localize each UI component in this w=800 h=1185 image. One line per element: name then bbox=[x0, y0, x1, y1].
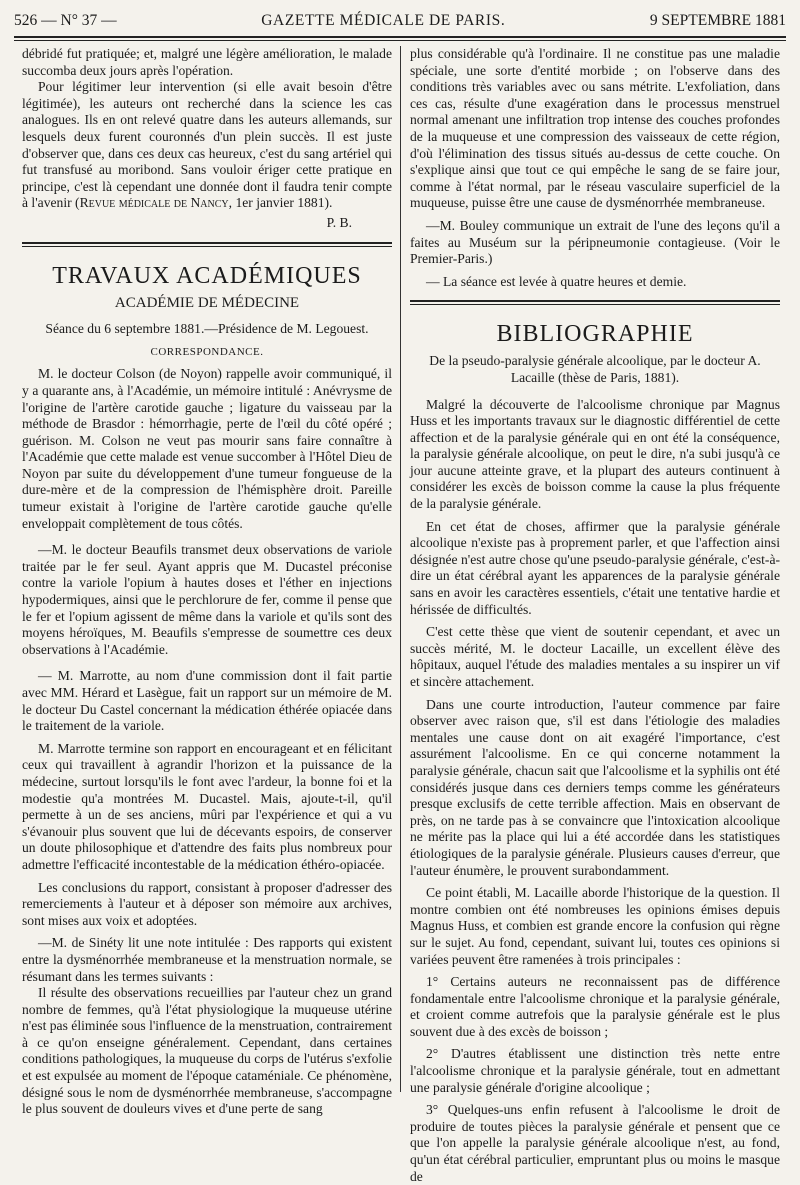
section-title: TRAVAUX ACADÉMIQUES bbox=[52, 262, 362, 289]
author-signature: P. B. bbox=[326, 214, 352, 230]
section-rule bbox=[22, 242, 392, 244]
paragraph: 3° Quelques-uns enfin refusent à l'alcoolisme le droit de produire de toutes pièces la paralysie générale et pensent que ce que l'on appelle la paralysie générale alcoolique n'est, au fond, qu'un état cérébral particulier, empruntant plus ou moins le masque de bbox=[410, 1102, 780, 1184]
paragraph: —M. de Sinéty lit une note intitulée : Des rapports qui existent entre la dysménorrhée membraneuse et la menstruation normale, se résumant dans les termes suivants : bbox=[22, 935, 392, 984]
section-rule-thin bbox=[22, 246, 392, 247]
paragraph: Les conclusions du rapport, consistant à proposer d'adresser des remerciements à l'auteur et à déposer son mémoire aux archives, sont mises aux voix et adoptées. bbox=[22, 879, 392, 928]
header-rule bbox=[14, 36, 786, 38]
paragraph: M. le docteur Colson (de Noyon) rappelle avoir communiqué, il y a quarante ans, à l'Académie, un mémoire intitulé : Anévrysme de l'origine de l'artère carotide gauche ; ligature du vaisseau par la méthode de Brasdor : hémorrhagie, perte de l'œil du côté opéré ; guérison. M. Colson ne veut pas mourir sans faire connaître à l'Académie que cette malade est venue succomber à l'Hôtel Dieu de Noyon par suite du développement d'une tumeur fongueuse de la dure-mère et de la compression de l'hémisphère droit. Pareille tumeur existait à l'origine de l'artère carotide gauche qu'elle enveloppait complètement de tous côtés. bbox=[22, 366, 392, 531]
paragraph: En cet état de choses, affirmer que la paralysie générale alcoolique n'existe pas à proprement parler, et que l'affection ainsi désignée n'est autre chose qu'une pseudo-paralysie générale, c'est-à-dire un état cérébral ayant les apparences de la paralysie générale sans en avoir les caractères essentiels, c'était une tentative hardie et hérissée de difficultés. bbox=[410, 518, 780, 617]
paragraph: 1° Certains auteurs ne reconnaissent pas de différence fondamentale entre l'alcoolisme chronique et la paralysie générale, et croient comme autrefois que la paralysie générale est le plus souvent due à des excès de boisson ; bbox=[410, 974, 780, 1039]
paragraph: plus considérable qu'à l'ordinaire. Il ne constitue pas une maladie spéciale, une sorte d'entité morbide ; on l'observe dans des conditions très variables avec ou sans métrite. L'exfoliation, dans ces cas, résulte d'une exagération dans le processus menstruel normal amenant une infiltration trop intense des couches profondes de la muqueuse et une compression des vaisseaux de cette région, d'où l'élimination des tissus situés au-dessus de cette couche. On s'explique ainsi que tout ce qui empêche le sang de se faire jour, comme à l'état normal, par le réseau vasculaire superficiel de la muqueuse, puisse être une cause de dysménorrhée membraneuse. bbox=[410, 46, 780, 211]
paragraph: Dans une courte introduction, l'auteur commence par faire observer avec raison que, s'il est dans l'étiologie des maladies mentales une cause dont on ait exagéré l'importance, c'est assurément l'alcoolisme. En ce qui concerne notamment la paralysie générale, chacun sait que l'alcoolisme et la syphilis ont été considérés jusque dans ces derniers temps comme les générateurs presque exclusifs de cette terrible affection. Mais en observant de près, on ne tarde pas à se convaincre que l'intoxication alcoolique ne mérite pas la place qui lui a été accordée dans les statistiques étiologiques de la paralysie générale. Plusieurs causes d'erreur, que l'auteur énumère, le prouvent surabondamment. bbox=[410, 696, 780, 878]
paragraph: — La séance est levée à quatre heures et demie. bbox=[426, 273, 687, 289]
correspondance-heading: CORRESPONDANCE. bbox=[150, 345, 264, 358]
right-column bbox=[410, 46, 780, 1185]
header-rule-thin bbox=[14, 40, 786, 41]
left-column bbox=[22, 46, 392, 1118]
paragraph: Ce point établi, M. Lacaille aborde l'historique de la question. Il montre combien ont été nombreuses les opinions émises depuis Magnus Huss, et combien est grande encore la confusion qui règne sur le sujet. Au fond, cependant, suivant lui, toutes ces opinions si variées peuvent être ramenées à trois principales : bbox=[410, 885, 780, 967]
paragraph: 2° D'autres établissent une distinction très nette entre l'alcoolisme chronique et la paralysie générale, tout en admettant une paralysie générale d'origine alcoolique ; bbox=[410, 1046, 780, 1095]
section-rule-thin bbox=[410, 304, 780, 305]
section-rule bbox=[410, 300, 780, 302]
paragraph: Il résulte des observations recueillies par l'auteur chez un grand nombre de femmes, qu'à l'état physiologique la muqueuse utérine n'est pas éliminée sous l'influence de la menstruation, contrairement à ce qu'on enseigne généralement. Cependant, dans certaines conditions pathologiques, la muqueuse du corps de l'utérus s'exfolie et est expulsée au moment de l'époque cataméniale. Ce phénomène, désigné sous le nom de dysménorrhée membraneuse, s'accompagne le plus souvent de douleurs vives et d'une perte de sang bbox=[22, 985, 392, 1117]
paragraph: Malgré la découverte de l'alcoolisme chronique par Magnus Huss et les importants travaux sur le diagnostic différentiel de cette affection et de la paralysie générale qui en ont été la conséquence, la paralysie générale alcoolique, on peut le dire, n'a subi jusqu'à ce jour aucune atteinte grave, et la plupart des auteurs continuent à considérer les excès de boisson comme la cause la plus fréquente de la paralysie générale. bbox=[410, 396, 780, 512]
paragraph: débridé fut pratiquée; et, malgré une légère amélioration, le malade succomba deux jours après l'opération. bbox=[22, 46, 392, 78]
paragraph: —M. le docteur Beaufils transmet deux observations de variole traitée par le fer seul. Ayant appris que M. Ducastel préconise contre la variole l'opium à hautes doses et l'éther en injections hypodermiques, ainsi que le perchlorure de fer, comme il pense que le fer et l'opium agissent de même dans la variole et qu'ils sont des moyens héroïques, M. Beaufils s'empresse de soumettre ces deux observations à l'Académie. bbox=[22, 542, 392, 657]
paragraph: —M. Bouley communique un extrait de l'une des leçons qu'il a faites au Muséum sur la péripneumonie contagieuse. (Voir le Premier-Paris.) bbox=[410, 217, 780, 267]
column-divider bbox=[400, 46, 401, 1092]
page-header bbox=[14, 12, 786, 34]
academy-heading: ACADÉMIE DE MÉDECINE bbox=[114, 294, 300, 311]
paragraph: M. Marrotte termine son rapport en encourageant et en félicitant ceux qui travaillent à agrandir l'horizon et la puissance de la médecine, surtout lorsqu'ils le font avec l'ardeur, la bonne foi et la modestie qu'a montrées M. Ducastel. Mais, ajoute-t-il, qu'il permette à un de ses anciens, mûri par l'expérience et qui a vu s'évanouir plus souvent que lui de décevants espoirs, de conserver un doute philosophique et d'attendre des faits plus nombreux pour admettre l'efficacité incontestable de la médication éthéro-opiacée. bbox=[22, 740, 392, 872]
book-reference: De la pseudo-paralysie générale alcoolique, par le docteur A. Lacaille (thèse de Paris, 1881). bbox=[429, 353, 761, 385]
paragraph: — M. Marrotte, au nom d'une commission dont il fait partie avec MM. Hérard et Lasègue, fait un rapport sur un mémoire de M. le docteur Du Castel concernant la médication éthérée opiacée dans le traitement de la variole. bbox=[22, 668, 392, 734]
page-number: 526 — N° 37 — bbox=[14, 12, 117, 29]
seance-heading: Séance du 6 septembre 1881.—Présidence de M. Legouest. bbox=[45, 321, 369, 337]
journal-title: GAZETTE MÉDICALE DE PARIS. bbox=[261, 12, 506, 29]
paragraph: C'est cette thèse que vient de soutenir cependant, et avec un succès mérité, M. le docteur Lacaille, un excellent élève des hôpitaux, auquel l'étude des maladies mentales a su inspirer un vif et sincère attachement. bbox=[410, 624, 780, 689]
issue-date: 9 SEPTEMBRE 1881 bbox=[649, 12, 786, 29]
section-title: BIBLIOGRAPHIE bbox=[496, 321, 694, 348]
paragraph: Pour légitimer leur intervention (si elle avait besoin d'être légitimée), les auteurs ont recherché dans la science les cas analogues. Ils en ont relevé quatre dans les auteurs allemands, sur lesquels deux furent couronnés d'un plein succès. Il est juste d'observer que, dans ces deux cas heureux, c'est du sang artériel qui fut transfusé au moribond. Sans vouloir ériger cette pratique en principe, c'est là cependant une donnée dont il faudra tenir compte à l'avenir (Revue médicale de Nancy, 1er janvier 1881). bbox=[22, 79, 392, 211]
source-citation: Revue médicale de Nancy bbox=[79, 195, 229, 211]
